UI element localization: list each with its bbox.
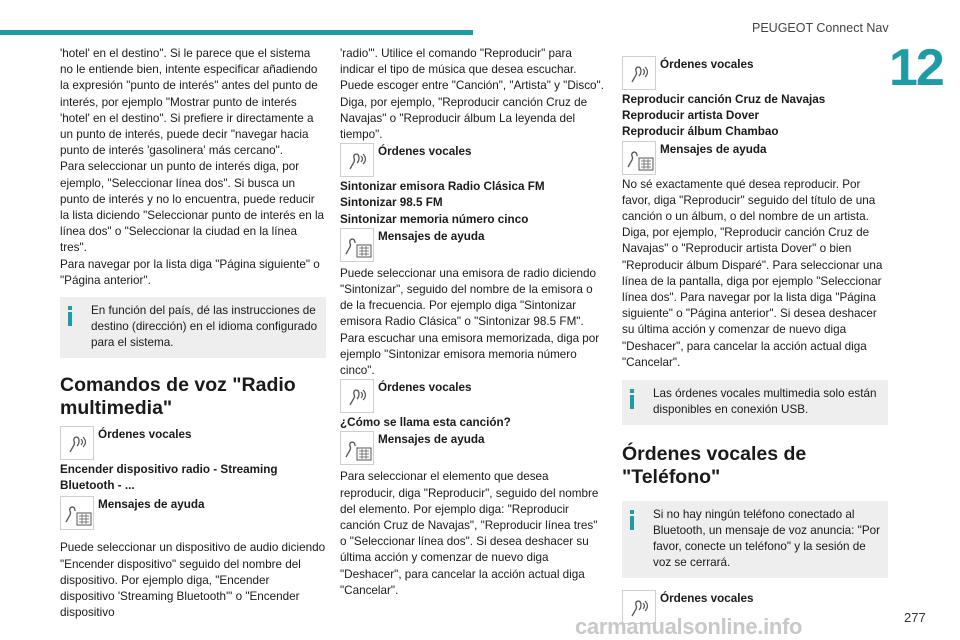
paragraph: Para seleccionar un punto de interés diga, por ejemplo, "Seleccionar línea dos". Si busca un punto de interés y no lo encuentra, puede reducir la lista diciendo "Seleccionar punto de interés en la línea dos" o "Seleccionar la ciudad en la línea tres".: [60, 160, 325, 255]
voice-command-text: Reproducir álbum Chambao: [622, 125, 779, 139]
voice-command-text: Sintonizar memoria número cinco: [340, 212, 529, 226]
voice-command-text: Encender dispositivo radio - Streaming Bluetooth - ...: [60, 463, 278, 493]
help-message-text: No sé exactamente qué desea reproducir. Por favor, diga "Reproducir" seguido del título de una canción o un álbum, o del nombre de un artista. Diga, por ejemplo, "Reproducir canción Cruz de Navajas" o "Reproducir artista Dover" o bien "Reproducir álbum Disparé". Para seleccionar una línea de la pantalla, diga por ejemplo "Seleccionar línea dos". Para navegar por la lista diga "Página siguiente" o "Página anterior". Si desea deshacer su última acción y comenzar de nuevo diga "Deshacer", para cancelar la acción actual diga "Cancelar".: [622, 177, 883, 369]
page-number: 277: [904, 610, 926, 625]
voice-command-text: Reproducir artista Dover: [622, 109, 760, 123]
info-text: En función del país, dé las instrucciones de destino (dirección) en el idioma configurado para el sistema.: [91, 304, 318, 350]
header-title: PEUGEOT Connect Nav: [752, 21, 889, 35]
voice-command-icon: [340, 143, 374, 177]
help-message-label: Mensajes de ayuda: [378, 229, 485, 243]
help-message-row: [622, 141, 888, 177]
help-message-icon: [340, 228, 374, 262]
watermark: carmanualsonline.info: [575, 614, 803, 639]
help-message-icon: [622, 141, 656, 175]
column-3: [622, 46, 888, 626]
help-message-row: [340, 431, 606, 467]
help-message-label: Mensajes de ayuda: [98, 498, 205, 512]
voice-command-text: Sintonizar emisora Radio Clásica FM: [340, 180, 545, 194]
help-message-icon: [60, 496, 94, 530]
voice-command-text: ¿Cómo se llama esta canción?: [340, 416, 511, 430]
info-icon: [630, 510, 634, 530]
voice-command-icon: [622, 56, 656, 90]
help-message-row: [60, 496, 326, 532]
info-box: [622, 501, 888, 578]
info-box: [60, 297, 326, 358]
info-icon: [630, 389, 634, 409]
voice-command-label: Órdenes vocales: [98, 428, 192, 442]
voice-command-row: [340, 379, 606, 415]
info-icon: [68, 306, 72, 326]
voice-command-icon: [340, 379, 374, 413]
info-box: [622, 380, 888, 425]
voice-command-icon: [60, 426, 94, 460]
paragraph: 'hotel' en el destino". Si le parece que el sistema no le entiende bien, intente especificar añadiendo la expresión "punto de interés" antes del punto de interés, por ejemplo "Mostrar punto de interés 'hotel' en el destino". Si prefiere ir directamente a un punto de interés, puede decir "navegar hacia punto de interés 'gasolinera' más cercano".: [60, 47, 318, 158]
voice-command-label: Órdenes vocales: [660, 592, 754, 606]
help-message-icon: [340, 431, 374, 465]
paragraph: Para navegar por la lista diga "Página siguiente" o "Página anterior".: [60, 257, 320, 287]
chapter-number: 12: [889, 39, 943, 97]
voice-command-row: [622, 56, 888, 92]
help-message-text: Para seleccionar el elemento que desea reproducir, diga "Reproducir", seguido del nombre del elemento. Por ejemplo diga: "Reproducir canción Cruz de Navajas", "Reproducir línea tres" o "Seleccionar línea dos". Si desea deshacer su última acción y comenzar de nuevo diga "Deshacer", para cancelar la acción actual diga "Cancelar".: [340, 470, 599, 597]
voice-command-label: Órdenes vocales: [660, 58, 754, 71]
voice-command-text: Sintonizar 98.5 FM: [340, 196, 443, 210]
voice-command-row: [60, 426, 326, 462]
voice-command-label: Órdenes vocales: [378, 145, 472, 159]
help-message-text: Puede seleccionar una emisora de radio diciendo "Sintonizar", seguido del nombre de la emisora o de la frecuencia. Por ejemplo diga "Sintonizar emisora Radio Clásica" o "Sintonizar 98.5 FM". Para escuchar una emisora memorizada, diga por ejemplo "Sintonizar emisora memoria número cinco".: [340, 266, 600, 378]
section-title: Comandos de voz "Radio multimedia": [60, 374, 296, 420]
column-1: [60, 46, 326, 621]
voice-command-text: Reproducir canción Cruz de Navajas: [622, 93, 826, 106]
voice-command-label: Órdenes vocales: [378, 381, 472, 395]
column-2: [340, 46, 606, 599]
help-message-row: [340, 228, 606, 264]
info-text: Las órdenes vocales multimedia solo están disponibles en conexión USB.: [653, 387, 877, 417]
header-accent-bar: [0, 30, 473, 35]
voice-command-row: [340, 143, 606, 179]
paragraph: 'radio'". Utilice el comando "Reproducir" para indicar el tipo de música que desea escuchar. Puede escoger entre "Canción", "Artista" y "Disco". Diga, por ejemplo, "Reproducir canción Cruz de Navajas" o "Reproducir álbum La leyenda del tiempo".: [340, 47, 604, 142]
info-text: Si no hay ningún teléfono conectado al Bluetooth, un mensaje de voz anuncia: "Por favor, conecte un teléfono" y la sesión de voz se cerrará.: [653, 508, 881, 570]
help-message-label: Mensajes de ayuda: [378, 433, 485, 447]
help-message-text: Puede seleccionar un dispositivo de audio diciendo "Encender dispositivo" seguido del nombre del dispositivo. Por ejemplo diga, "Encender dispositivo 'Streaming Bluetooth'" o "Encender dispositivo: [60, 541, 326, 620]
section-title: Órdenes vocales de "Teléfono": [622, 443, 807, 489]
help-message-label: Mensajes de ayuda: [660, 142, 767, 156]
